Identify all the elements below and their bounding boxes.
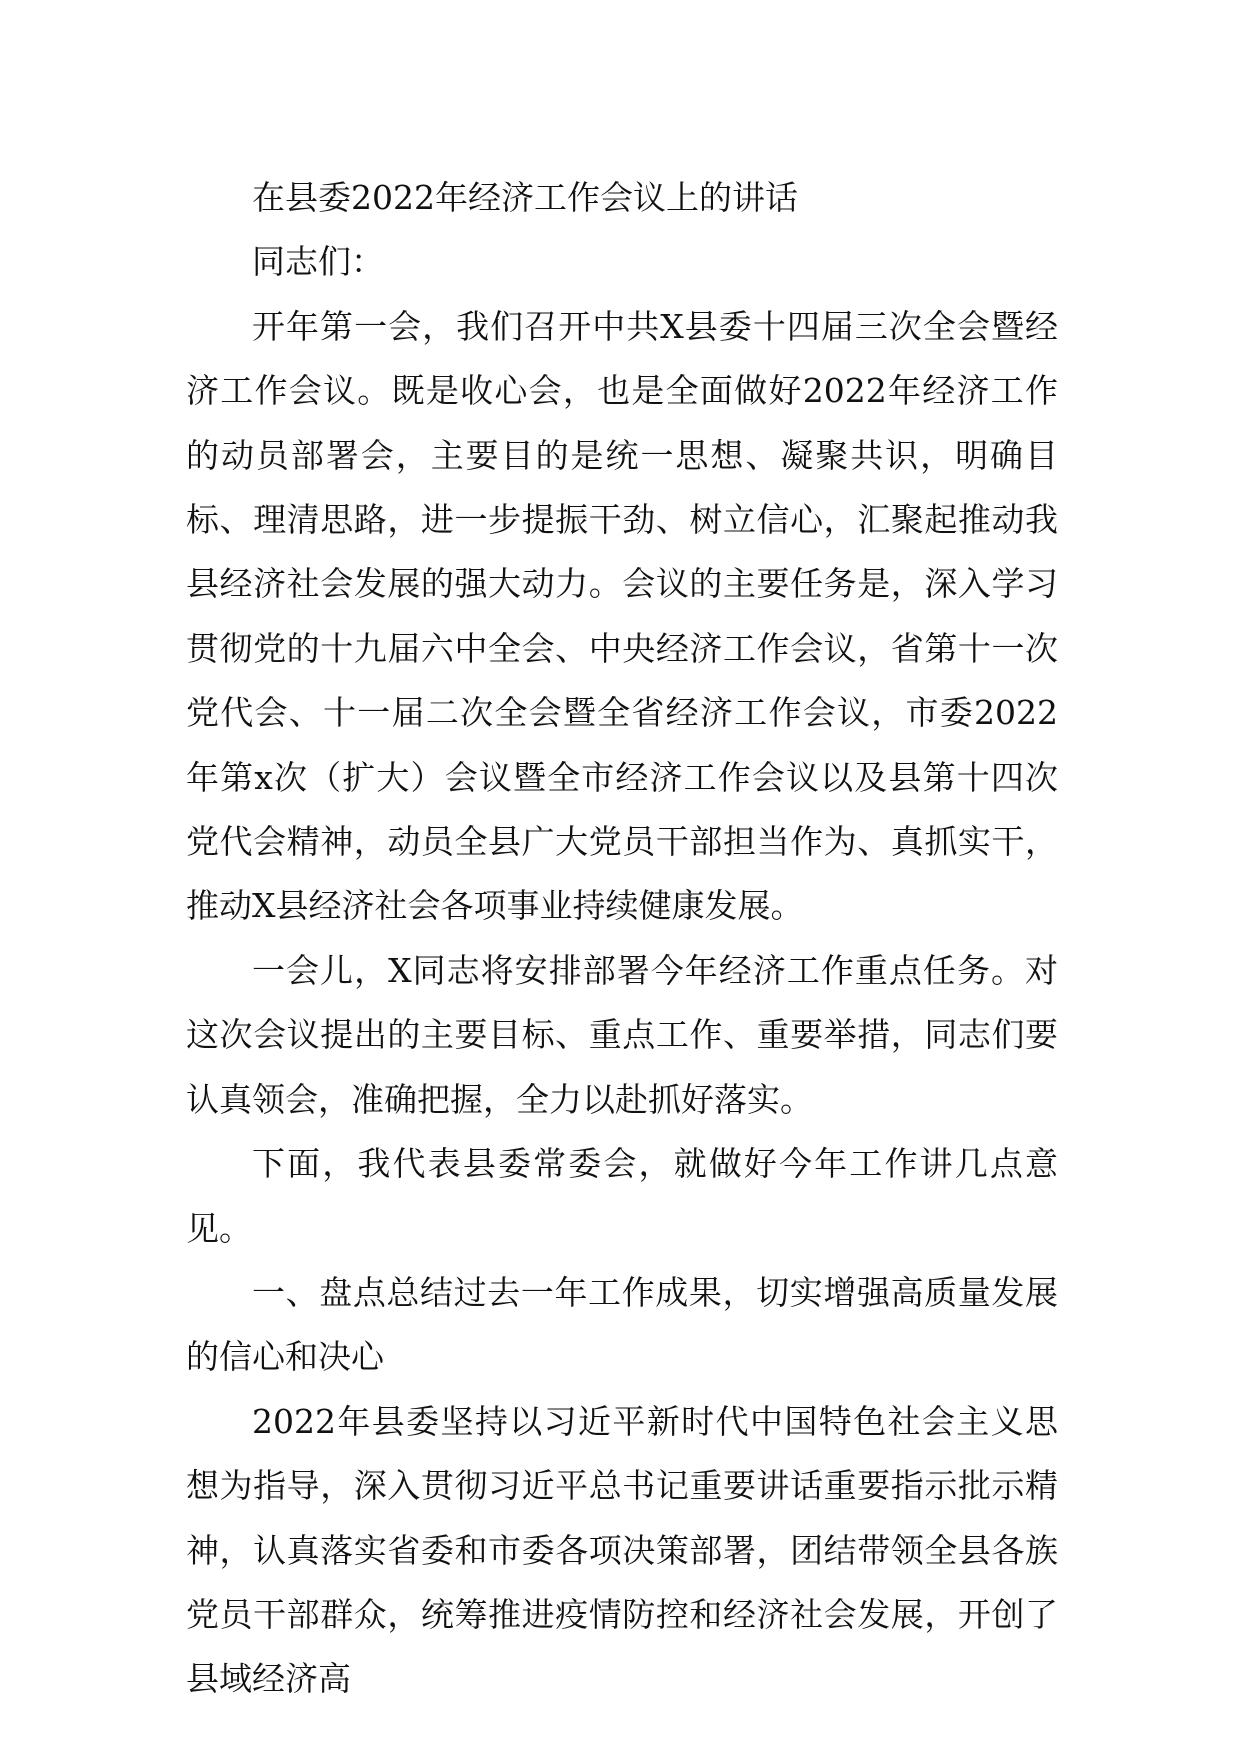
salutation: 同志们： [252, 242, 384, 282]
paragraph-arrangement: 一会儿，X同志将安排部署今年经济工作重点任务。对这次会议提出的主要目标、重点工作、重要举措，同志们要认真领会，准确把握，全力以赴抓好落实。 [186, 950, 1058, 1119]
paragraph-transition: 下面，我代表县委常委会，就做好今年工作讲几点意见。 [186, 1144, 1058, 1248]
section-heading: 一、盘点总结过去一年工作成果，切实增强高质量发展的信心和决心 [186, 1272, 1058, 1377]
document-title: 在县委2022年经济工作会议上的讲话 [252, 178, 798, 217]
document-body [186, 166, 1058, 1712]
section-paragraph: 2022年县委坚持以习近平新时代中国特色社会主义思想为指导，深入贯彻习近平总书记重要讲话重要指示批示精神，认真落实省委和市委各项决策部署，团结带领全县各族党员干部群众，统筹推进疫情防控和经济社会发展，开创了县域经济高 [186, 1401, 1058, 1699]
paragraph-opening: 开年第一会，我们召开中共X县委十四届三次全会暨经济工作会议。既是收心会，也是全面做好2022年经济工作的动员部署会，主要目的是统一思想、凝聚共识，明确目标、理清思路，进一步提振干劲、树立信心，汇聚起推动我县经济社会发展的强大动力。会议的主要任务是，深入学习贯彻党的十九届六中全会、中央经济工作会议，省第十一次党代会、十一届二次全会暨全省经济工作会议，市委2022年第x次（扩大）会议暨全市经济工作会议以及县第十四次党代会精神，动员全县广大党员干部担当作为、真抓实干，推动X县经济社会各项事业持续健康发展。 [186, 306, 1058, 926]
